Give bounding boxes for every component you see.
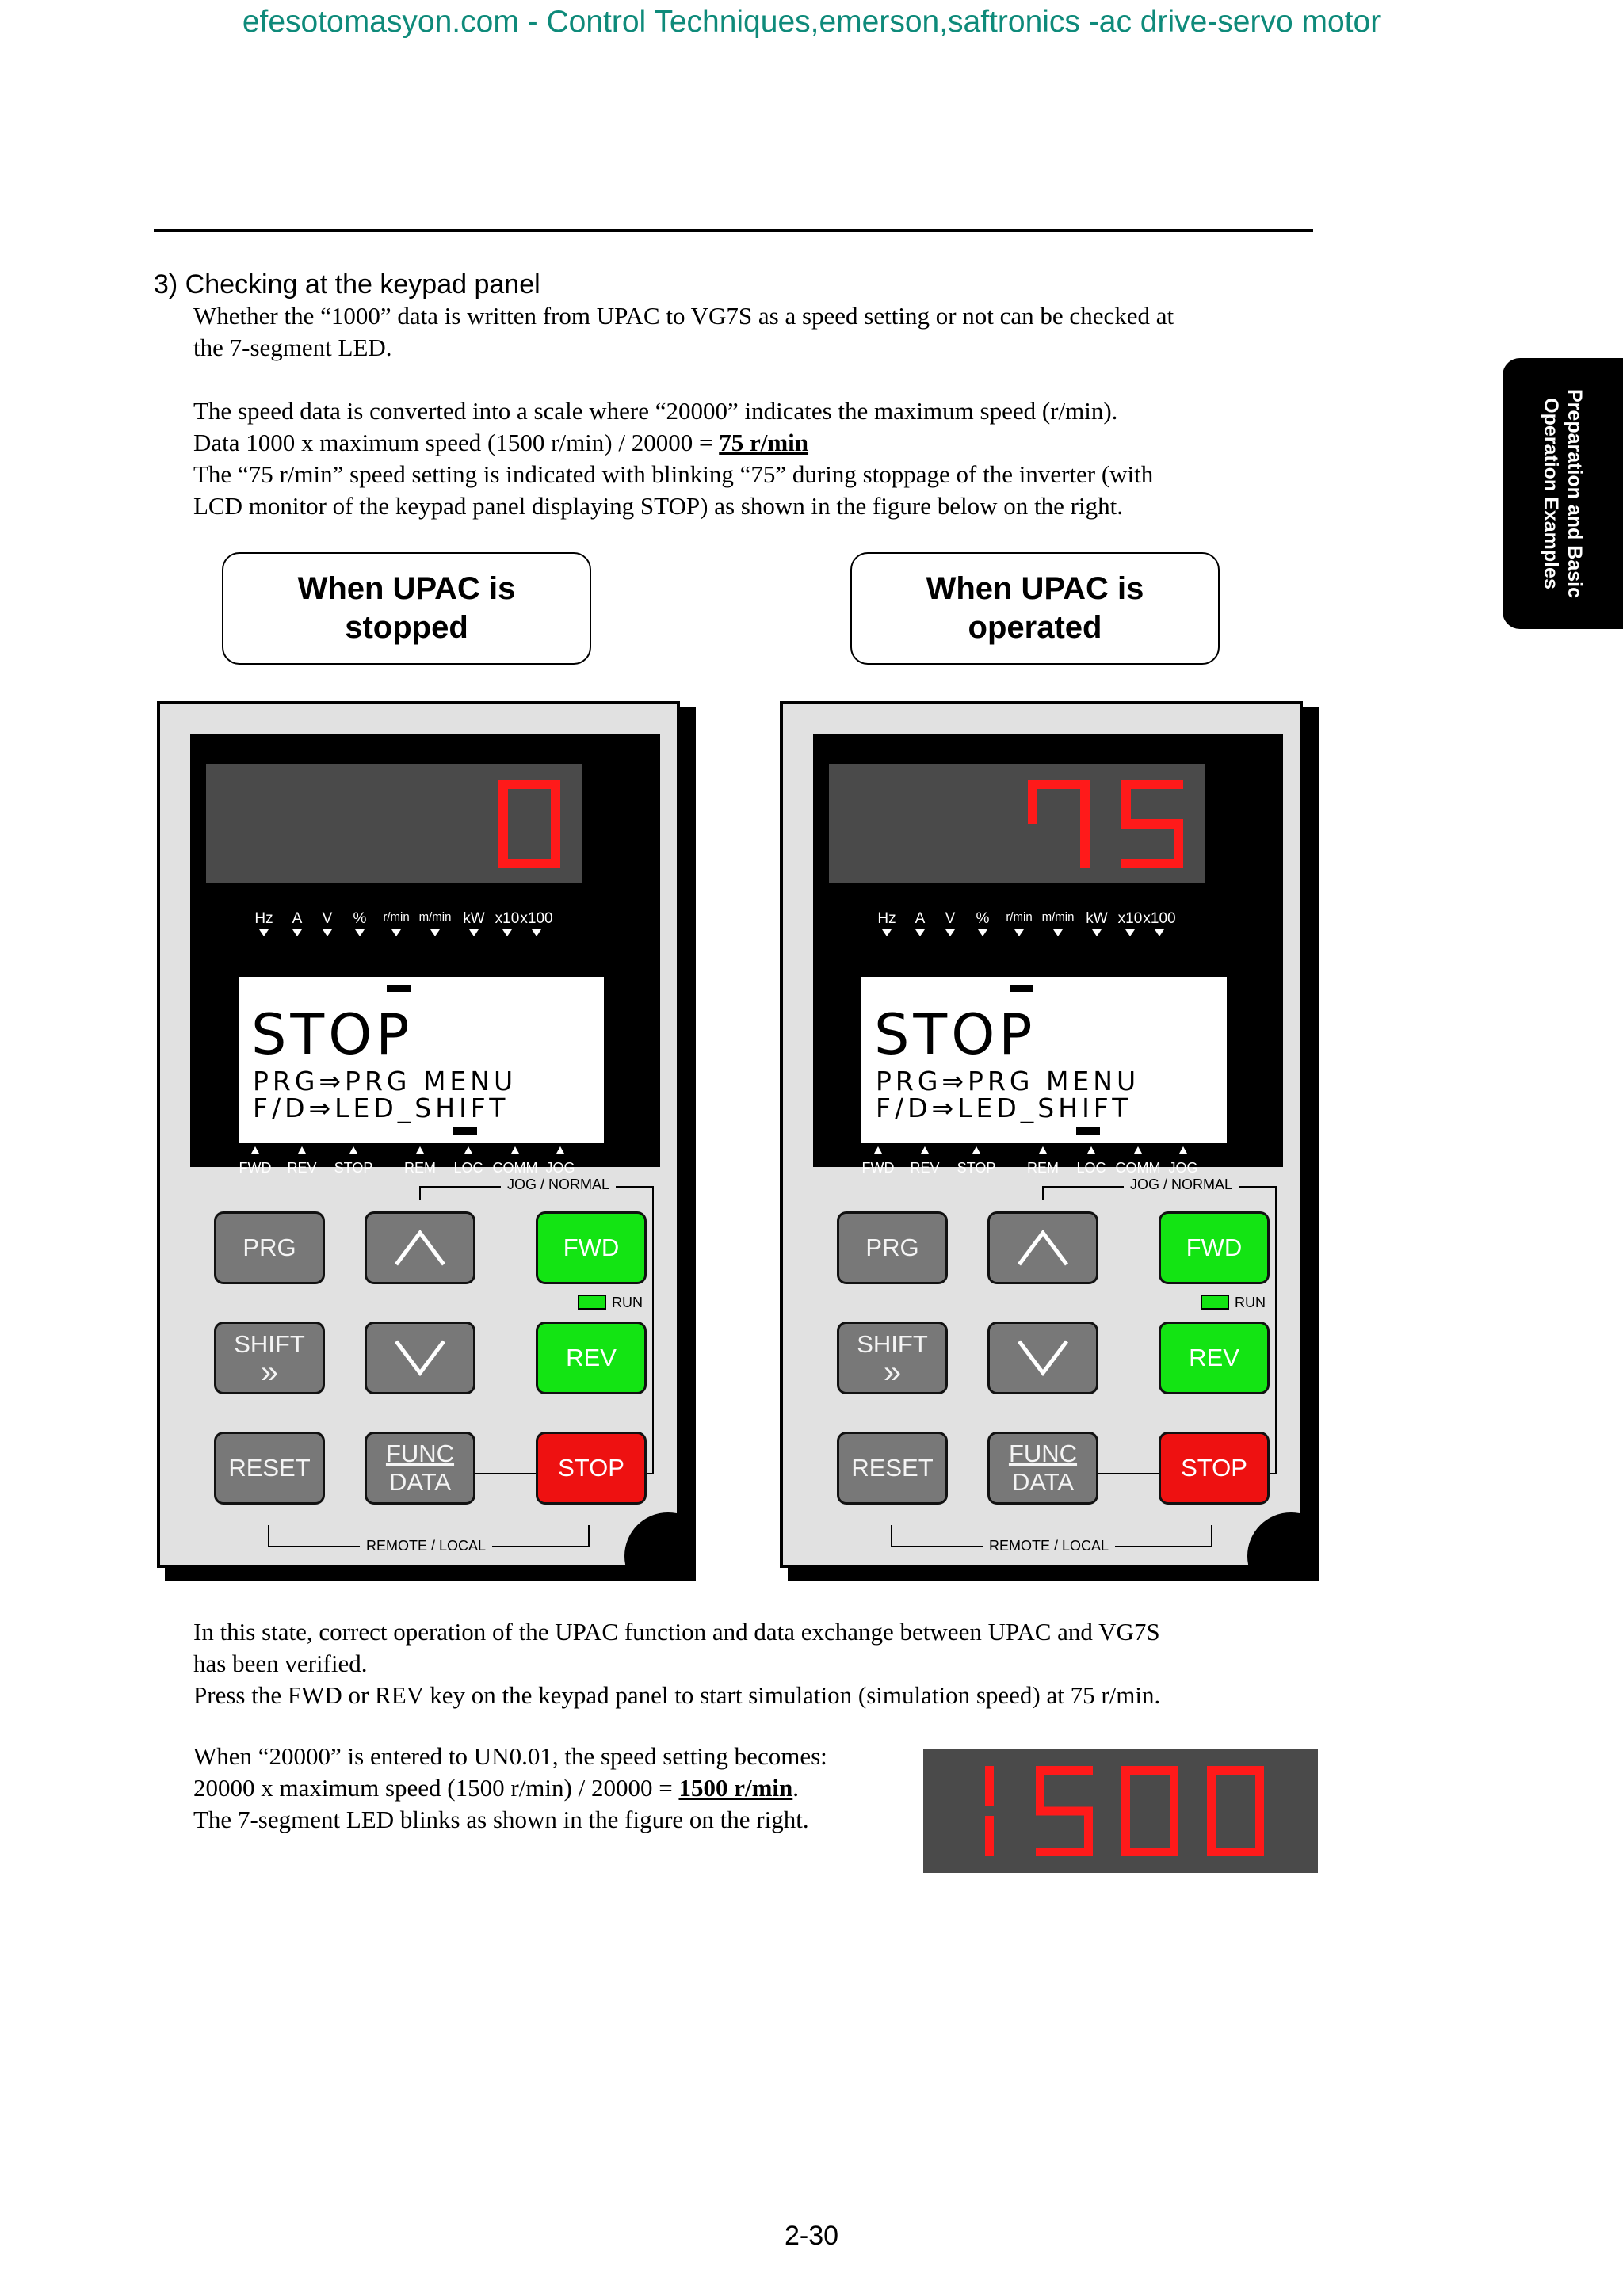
prg-key[interactable]	[837, 1211, 948, 1284]
lcd-cursor	[1010, 985, 1033, 992]
label-line: operated	[968, 610, 1102, 645]
jog-normal-label: JOG / NORMAL	[1124, 1177, 1239, 1193]
led-readout	[829, 764, 1205, 883]
prg-key-label: PRG	[242, 1234, 296, 1261]
display-area	[813, 734, 1283, 1176]
jog-normal-label: JOG / NORMAL	[501, 1177, 616, 1193]
unit-indicator-triangle	[502, 929, 512, 936]
section-heading: 3) Checking at the keypad panel	[154, 269, 540, 299]
lcd-menu-line: F/D⇒LED_SHIFT	[876, 1093, 1132, 1123]
text-line: LCD monitor of the keypad panel displaying STOP) as shown in the figure below on the right.	[193, 492, 1123, 520]
unit-label: x100	[520, 910, 553, 927]
reset-key[interactable]	[214, 1432, 325, 1505]
unit-indicator-triangle	[292, 929, 302, 936]
panel-corner	[624, 1512, 680, 1568]
status-indicator-triangle	[921, 1146, 929, 1154]
unit-indicator-triangle	[430, 929, 440, 936]
run-label: RUN	[1235, 1295, 1266, 1310]
unit-indicator-triangle	[1053, 929, 1063, 936]
intro-paragraph	[193, 300, 1174, 364]
func-label: FUNC	[1008, 1440, 1078, 1467]
up-arrow-icon	[1015, 1228, 1071, 1268]
led-segment	[551, 780, 560, 824]
shift-key-label: SHIFT	[857, 1330, 928, 1358]
reset-key-label: RESET	[228, 1454, 311, 1482]
unit-indicator-triangle	[1155, 929, 1164, 936]
label-stopped	[222, 552, 591, 665]
prg-key-label: PRG	[865, 1234, 919, 1261]
run-label: RUN	[612, 1295, 643, 1310]
max-speed-paragraph	[193, 1741, 827, 1836]
status-indicator-triangle	[416, 1146, 424, 1154]
label-line: When UPAC is	[297, 571, 516, 606]
shift-arrows-icon: »	[883, 1355, 902, 1390]
unit-label: x10	[1117, 910, 1143, 927]
formula-suffix: .	[792, 1774, 800, 1802]
rev-key[interactable]	[536, 1322, 647, 1394]
site-banner[interactable]: efesotomasyon.com - Control Techniques,emerson,saftronics -ac drive-servo motor	[242, 5, 1381, 39]
text-line: The 7-segment LED blinks as shown in the figure on the right.	[193, 1806, 809, 1833]
lcd-cursor	[387, 985, 411, 992]
unit-indicator-triangle	[978, 929, 987, 936]
unit-label: %	[976, 910, 990, 927]
led-segment	[1121, 1811, 1130, 1856]
down-arrow-icon	[1015, 1338, 1071, 1378]
text-line: When “20000” is entered to UN0.01, the speed setting becomes:	[193, 1742, 827, 1770]
func-data-key[interactable]	[987, 1432, 1098, 1505]
led-segment	[1121, 819, 1183, 829]
unit-indicator-row	[813, 910, 1283, 942]
unit-indicator-triangle	[391, 929, 401, 936]
unit-indicator-row	[190, 910, 660, 942]
header-rule	[154, 229, 1313, 232]
shift-key[interactable]	[837, 1322, 948, 1394]
text-line: Whether the “1000” data is written from UPAC to VG7S as a speed setting or not can be checked at	[193, 302, 1174, 330]
status-label: JOG	[1168, 1160, 1198, 1176]
status-label: COMM	[1115, 1160, 1161, 1176]
func-data-key[interactable]	[365, 1432, 475, 1505]
status-label: REV	[287, 1160, 317, 1176]
shift-key[interactable]	[214, 1322, 325, 1394]
remote-local-label: REMOTE / LOCAL	[983, 1538, 1115, 1554]
label-line: When UPAC is	[926, 571, 1144, 606]
text-line: The “75 r/min” speed setting is indicated with blinking “75” during stoppage of the inverter (with	[193, 460, 1154, 488]
status-indicator-triangle	[874, 1146, 882, 1154]
display-area	[190, 734, 660, 1176]
led-readout	[206, 764, 582, 883]
unit-indicator-triangle	[532, 929, 541, 936]
led-segment	[1207, 1811, 1216, 1856]
formula-line	[193, 1772, 827, 1804]
stop-key[interactable]	[536, 1432, 647, 1505]
status-indicator-triangle	[1039, 1146, 1047, 1154]
formula-result: 1500 r/min	[678, 1774, 793, 1802]
unit-label: Hz	[877, 910, 896, 927]
verification-paragraph	[193, 1616, 1160, 1711]
fwd-key[interactable]	[536, 1211, 647, 1284]
reset-key-label: RESET	[851, 1454, 934, 1482]
led-segment	[1080, 824, 1090, 868]
unit-indicator-triangle	[355, 929, 365, 936]
lcd-menu-line: F/D⇒LED_SHIFT	[253, 1093, 510, 1123]
data-label: DATA	[1011, 1468, 1075, 1496]
status-label: REM	[1027, 1160, 1059, 1176]
unit-indicator-triangle	[259, 929, 269, 936]
status-label: STOP	[957, 1160, 996, 1176]
lcd-menu-line: PRG⇒PRG MENU	[253, 1066, 517, 1097]
unit-indicator-triangle	[915, 929, 925, 936]
chapter-tab-label	[1539, 389, 1587, 598]
status-label: FWD	[239, 1160, 272, 1176]
seven-segment-readout	[923, 1749, 1318, 1873]
shift-arrows-icon: »	[260, 1355, 279, 1390]
text-line: The speed data is converted into a scale where “20000” indicates the maximum speed (r/min).	[193, 397, 1118, 425]
status-indicator-triangle	[511, 1146, 519, 1154]
text-line: has been verified.	[193, 1650, 368, 1677]
label-operated	[850, 552, 1220, 665]
remote-local-label: REMOTE / LOCAL	[360, 1538, 492, 1554]
status-label: STOP	[334, 1160, 373, 1176]
status-label: LOC	[1076, 1160, 1106, 1176]
led-segment	[985, 1816, 994, 1856]
unit-label: A	[292, 910, 303, 927]
led-window	[829, 764, 1205, 883]
lcd-screen	[239, 977, 604, 1143]
status-indicator-triangle	[349, 1146, 357, 1154]
status-label: REM	[404, 1160, 436, 1176]
reset-key[interactable]	[837, 1432, 948, 1505]
status-label: LOC	[453, 1160, 483, 1176]
stop-key[interactable]	[1159, 1432, 1270, 1505]
led-segment	[1080, 780, 1090, 824]
led-segment	[1207, 1766, 1216, 1811]
stop-key-label: STOP	[558, 1454, 624, 1482]
led-segment	[985, 1766, 994, 1806]
up-arrow-icon	[392, 1228, 448, 1268]
status-label: FWD	[861, 1160, 895, 1176]
down-key[interactable]	[987, 1322, 1098, 1394]
panel-corner	[1247, 1512, 1303, 1568]
led-segment	[1170, 1766, 1178, 1811]
run-indicator-led	[1201, 1295, 1229, 1310]
status-indicator-triangle	[251, 1146, 259, 1154]
text-line: In this state, correct operation of the UPAC function and data exchange between UPAC and VG7S	[193, 1618, 1160, 1646]
status-indicator-triangle	[298, 1146, 306, 1154]
chapter-tab-line1: Preparation and Basic	[1564, 389, 1586, 598]
status-label: COMM	[492, 1160, 538, 1176]
unit-label: V	[322, 910, 333, 927]
formula-text: 20000 x maximum speed (1500 r/min) / 20000 =	[193, 1774, 679, 1802]
data-label: DATA	[388, 1468, 452, 1496]
unit-indicator-triangle	[1125, 929, 1135, 936]
led-segment	[1255, 1766, 1264, 1811]
shift-key-label: SHIFT	[234, 1330, 305, 1358]
led-window	[206, 764, 582, 883]
led-segment	[1036, 1807, 1093, 1816]
keypad-panel-stopped	[157, 701, 680, 1568]
status-label: JOG	[545, 1160, 575, 1176]
formula-result: 75 r/min	[719, 429, 809, 456]
lcd-status-text: STOP	[251, 1002, 414, 1067]
bracket-tick	[1042, 1186, 1044, 1200]
status-indicator-triangle	[972, 1146, 980, 1154]
led-segment	[1121, 1766, 1130, 1811]
status-indicator-triangle	[1179, 1146, 1187, 1154]
bracket-tick	[419, 1186, 421, 1200]
chapter-tab[interactable]	[1503, 358, 1623, 629]
formula-text: Data 1000 x maximum speed (1500 r/min) / 20000 =	[193, 429, 720, 456]
status-label: REV	[910, 1160, 940, 1176]
unit-label: r/min	[383, 910, 410, 924]
led-segment	[1028, 780, 1037, 824]
label-line: stopped	[345, 610, 468, 645]
lcd-screen	[861, 977, 1227, 1143]
unit-indicator-triangle	[1092, 929, 1102, 936]
unit-label: V	[945, 910, 956, 927]
func-label: FUNC	[385, 1440, 455, 1467]
prg-key[interactable]	[214, 1211, 325, 1284]
led-segment	[1036, 1766, 1044, 1811]
up-key[interactable]	[987, 1211, 1098, 1284]
unit-label: x100	[1143, 910, 1176, 927]
lcd-cursor	[453, 1127, 477, 1135]
status-indicator-triangle	[1087, 1146, 1095, 1154]
formula-line	[193, 427, 1153, 459]
fwd-key-label: FWD	[563, 1234, 620, 1261]
up-key[interactable]	[365, 1211, 475, 1284]
page-number: 2-30	[784, 2221, 839, 2251]
chapter-tab-line2: Operation Examples	[1540, 398, 1562, 589]
text-line: Press the FWD or REV key on the keypad panel to start simulation (simulation speed) at 75 r/min.	[193, 1681, 1161, 1709]
unit-indicator-triangle	[882, 929, 892, 936]
stop-key-label: STOP	[1181, 1454, 1247, 1482]
unit-indicator-triangle	[945, 929, 955, 936]
led-display-1500	[923, 1749, 1318, 1873]
rev-key-label: REV	[566, 1344, 617, 1371]
run-indicator-led	[578, 1295, 606, 1310]
scale-paragraph	[193, 395, 1153, 522]
led-segment	[498, 780, 508, 824]
led-segment	[1036, 1848, 1093, 1856]
text-line: the 7-segment LED.	[193, 334, 392, 361]
unit-label: m/min	[1041, 910, 1075, 924]
unit-label: kW	[1086, 910, 1108, 927]
down-key[interactable]	[365, 1322, 475, 1394]
unit-label: %	[353, 910, 367, 927]
status-indicator-triangle	[1134, 1146, 1142, 1154]
led-segment	[498, 824, 508, 868]
led-segment	[1121, 780, 1131, 824]
status-indicator-triangle	[556, 1146, 564, 1154]
keypad-panel-operated	[780, 701, 1303, 1568]
unit-label: A	[915, 910, 926, 927]
unit-label: m/min	[418, 910, 452, 924]
status-indicator-triangle	[464, 1146, 472, 1154]
rev-key[interactable]	[1159, 1322, 1270, 1394]
unit-label: kW	[463, 910, 485, 927]
unit-indicator-triangle	[1014, 929, 1024, 936]
unit-indicator-triangle	[469, 929, 479, 936]
lcd-status-text: STOP	[874, 1002, 1037, 1067]
unit-indicator-triangle	[323, 929, 332, 936]
rev-key-label: REV	[1189, 1344, 1239, 1371]
down-arrow-icon	[392, 1338, 448, 1378]
unit-label: r/min	[1006, 910, 1033, 924]
fwd-key[interactable]	[1159, 1211, 1270, 1284]
lcd-menu-line: PRG⇒PRG MENU	[876, 1066, 1140, 1097]
fwd-key-label: FWD	[1186, 1234, 1243, 1261]
led-segment	[1121, 859, 1183, 868]
unit-label: x10	[495, 910, 520, 927]
lcd-cursor	[1076, 1127, 1100, 1135]
unit-label: Hz	[254, 910, 273, 927]
